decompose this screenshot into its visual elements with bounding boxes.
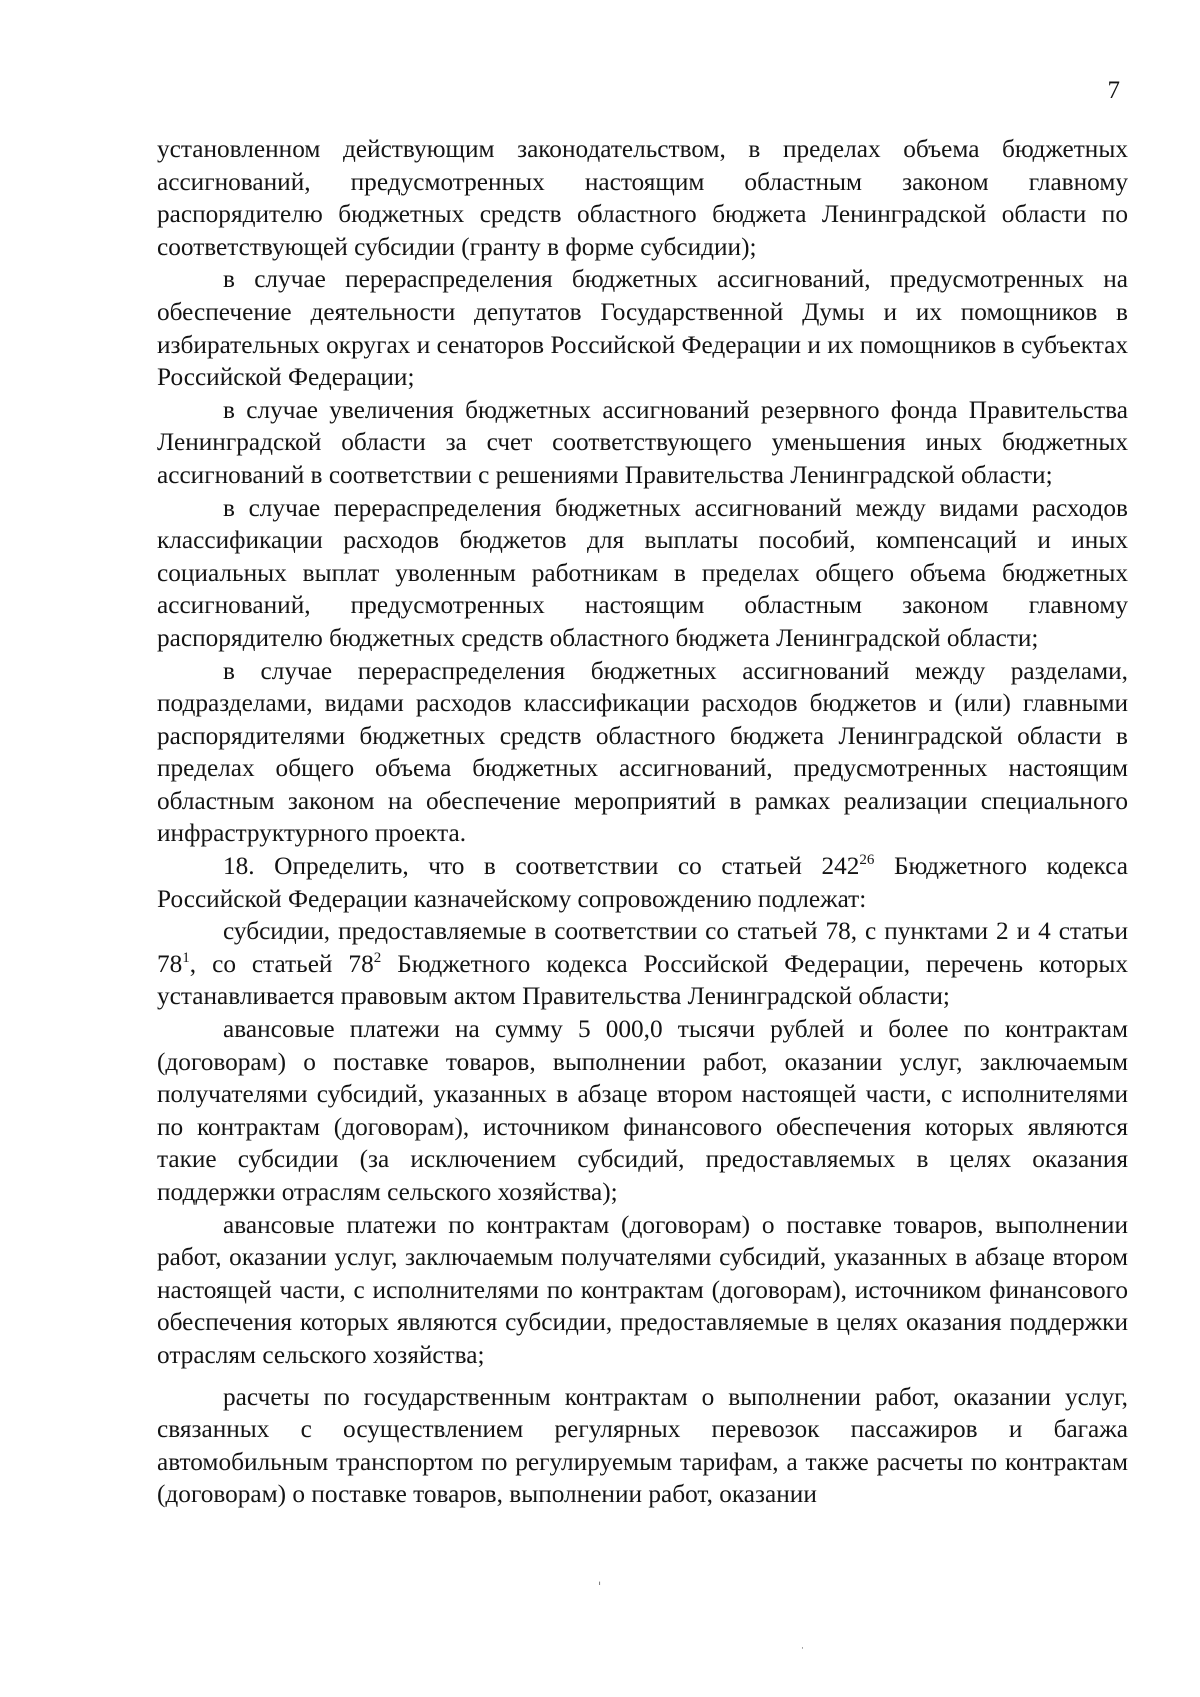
paragraph-redistribution-infrastructure-project: в случае перераспределения бюджетных ассигнований между разделами, подразделами, видами расходов классификации расходов бюджетов и (или) главными распорядителями бюджетных средств областного бюджета Ленинградской области в пределах общего объема бюджетных ассигнований, предусмотренных настоящим областным законом на обеспечение мероприятий в рамках реализации специального инфраструктурного проекта. (157, 656, 1128, 848)
scan-speck-mark: · (801, 1644, 804, 1654)
paragraph-section-18-intro (157, 850, 1128, 915)
paragraph-redistribution-social-payments: в случае перераспределения бюджетных ассигнований между видами расходов классификации расходов бюджетов для выплаты пособий, компенсаций и иных социальных выплат уволенным работникам в пределах общего объема бюджетных ассигнований, предусмотренных настоящим областным законом главному распорядителю бюджетных средств областного бюджета Ленинградской области; (157, 493, 1128, 652)
section-18-text-before: 18. Определить, что в соответствии со статьей 242 (223, 852, 860, 881)
page-number: 7 (1107, 77, 1120, 104)
subsidies-text-part-1: субсидии, предоставляемые в соответствии со статьей 78, с пунктами 2 и 4 статьи 78 (157, 917, 1128, 978)
paragraph-transport-settlements: расчеты по государственным контрактам о выполнении работ, оказании услуг, связанных с осуществлением регулярных перевозок пассажиров и багажа автомобильным транспортом по регулируемым тарифам, а также расчеты по контрактам (договорам) о поставке товаров, выполнении работ, оказании (157, 1382, 1128, 1509)
paragraph-advance-payments-5000: авансовые платежи на сумму 5 000,0 тысячи рублей и более по контрактам (договорам) о поставке товаров, выполнении работ, оказании услуг, заключаемым получателями субсидий, указанных в абзаце втором настоящей части, с исполнителями по контрактам (договорам), источником финансового обеспечения которых являются такие субсидии (за исключением субсидий, предоставляемых в целях оказания поддержки отраслям сельского хозяйства); (157, 1015, 1128, 1206)
paragraph-advance-payments-agriculture: авансовые платежи по контрактам (договорам) о поставке товаров, выполнении работ, оказании услуг, заключаемым получателями субсидий, указанных в абзаце втором настоящей части, с исполнителями по контрактам (договорам), источником финансового обеспечения которых являются субсидии, предоставляемые в целях оказания поддержки отраслям сельского хозяйства; (157, 1210, 1128, 1369)
paragraph-redistribution-duma-deputies: в случае перераспределения бюджетных ассигнований, предусмотренных на обеспечение деятельности депутатов Государственной Думы и их помощников в избирательных округах и сенаторов Российской Федерации и их помощников в субъектах Российской Федерации; (157, 265, 1128, 392)
subsidies-text-part-2: , со статьей 78 (189, 949, 374, 978)
article-superscript-2: 2 (373, 949, 382, 966)
section-18-text-after: Бюджетного кодекса Российской Федерации казначейскому сопровождению подлежат: (157, 852, 1128, 913)
paragraph-reserve-fund-increase: в случае увеличения бюджетных ассигнований резервного фонда Правительства Ленинградской области за счет соответствующего уменьшения иных бюджетных ассигнований в соответствии с решениями Правительства Ленинградской области; (157, 395, 1128, 489)
document-body (157, 133, 1128, 1511)
subsidies-text-part-3: Бюджетного кодекса Российской Федерации, перечень которых устанавливается правовым актом Правительства Ленинградской области; (157, 949, 1128, 1011)
paragraph-continuation: установленном действующим законодательством, в пределах объема бюджетных ассигнований, предусмотренных настоящим областным законом главному распорядителю бюджетных средств областного бюджета Ленинградской области по соответствующей субсидии (гранту в форме субсидии); (157, 135, 1128, 261)
article-superscript-1: 1 (182, 949, 190, 966)
article-superscript-26: 26 (859, 852, 875, 869)
scan-speck-mark: ˌ (598, 1572, 602, 1586)
paragraph-subsidies-list (157, 915, 1128, 1013)
